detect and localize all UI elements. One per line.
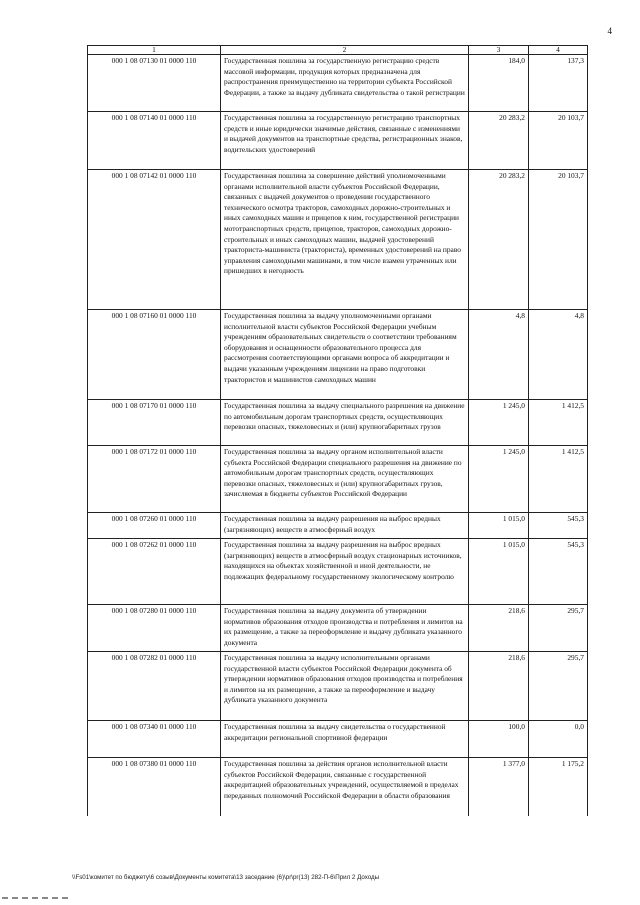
amount-col-3: 218,6 [469,605,529,652]
amount-col-3: 1 015,0 [469,539,529,605]
header-col-1: 1 [88,46,221,55]
budget-code: 000 1 08 07142 01 0000 110 [88,170,221,310]
table-row [88,513,588,539]
table-row [88,112,588,170]
revenue-description: Государственная пошлина за выдачу исполнительными органами государственной власти субъектов Российской Федерации документа об утверждении нормативов образования отходов производства и потребления и лимитов на их размещение, а также за переоформление и выдачу дубликата указанного документа [221,652,469,721]
amount-col-4: 545,3 [529,513,588,539]
revenue-description: Государственная пошлина за совершение действий уполномоченными органами исполнительной власти субъектов Российской Федерации, связанных с выдачей документов о проведении государственного технического осмотра тракторов, самоходных дорожно-строительных и иных самоходных машин и прицепов к ним, государственной регистрации мототранспортных средств, прицепов, тракторов, самоходных дорожно-строительных и иных самоходных машин, выдачей удостоверений тракториста-машиниста (тракториста), временных удостоверений на право управления самоходными машинами, в том числе взамен утраченных или пришедших в негодность [221,170,469,310]
amount-col-3: 1 015,0 [469,513,529,539]
table-row [88,400,588,446]
budget-code: 000 1 08 07262 01 0000 110 [88,539,221,605]
revenue-description: Государственная пошлина за выдачу органом исполнительной власти субъекта Российской Федерации специального разрешения на движение по автомобильным дорогам транспортных средств, осуществляющих перевозки опасных, тяжеловесных и (или) крупногабаритных грузов, зачисляемая в бюджеты субъектов Российской Федерации [221,446,469,513]
table-row [88,310,588,400]
budget-code: 000 1 08 07282 01 0000 110 [88,652,221,721]
revenue-table [87,45,588,816]
budget-code: 000 1 08 07160 01 0000 110 [88,310,221,400]
header-col-4: 4 [529,46,588,55]
table-row [88,758,588,816]
revenue-description: Государственная пошлина за выдачу свидетельства о государственной аккредитации региональной спортивной федерации [221,721,469,758]
file-path-footer: \\Fs01\комитет по бюджету\6 созыв\Документы комитета\13 заседание (6)\pr\pr(13) 282-П-6\Прил 2 Доходы [72,874,380,881]
amount-col-3: 1 377,0 [469,758,529,816]
amount-col-4: 4,8 [529,310,588,400]
revenue-description: Государственная пошлина за выдачу документа об утверждении нормативов образования отходов производства и потребления и лимитов на их размещение, а также за переоформление и выдачу дубликата указанного документа [221,605,469,652]
table-row [88,539,588,605]
table-row [88,55,588,112]
amount-col-3: 20 283,2 [469,170,529,310]
amount-col-4: 137,3 [529,55,588,112]
revenue-description: Государственная пошлина за выдачу разрешения на выброс вредных (загрязняющих) веществ в атмосферный воздух [221,513,469,539]
amount-col-3: 4,8 [469,310,529,400]
amount-col-4: 295,7 [529,605,588,652]
revenue-description: Государственная пошлина за выдачу уполномоченными органами исполнительной власти субъектов Российской Федерации учебным учреждениям образовательных свидетельств о соответствии требованиям оборудования и оснащенности образовательного процесса для рассмотрения соответствующими органами вопроса об аккредитации и выдачи указанным учреждениям лицензии на право подготовки трактористов и машинистов самоходных машин [221,310,469,400]
amount-col-4: 545,3 [529,539,588,605]
revenue-description: Государственная пошлина за выдачу специального разрешения на движение по автомобильным дорогам транспортных средств, осуществляющих перевозки опасных, тяжеловесных и (или) крупногабаритных грузов [221,400,469,446]
table-row [88,721,588,758]
budget-code: 000 1 08 07280 01 0000 110 [88,605,221,652]
amount-col-4: 20 103,7 [529,112,588,170]
budget-code: 000 1 08 07130 01 0000 110 [88,55,221,112]
page-number: 4 [607,26,612,36]
header-col-3: 3 [469,46,529,55]
table-header-row [88,46,588,55]
revenue-description: Государственная пошлина за государственную регистрацию транспортных средств и иные юридически значимые действия, связанные с изменениями и выдачей документов на транспортные средства, регистрационных знаков, водительских удостоверений [221,112,469,170]
amount-col-3: 1 245,0 [469,446,529,513]
budget-code: 000 1 08 07140 01 0000 110 [88,112,221,170]
revenue-description: Государственная пошлина за действия органов исполнительной власти субъектов Российской Федерации, связанные с государственной аккредитацией образовательных учреждений, осуществляемой в пределах переданных полномочий Российской Федерации в области образования [221,758,469,816]
scan-margin-mark [2,897,72,899]
amount-col-4: 1 175,2 [529,758,588,816]
amount-col-3: 184,0 [469,55,529,112]
table-row [88,170,588,310]
table-row [88,605,588,652]
amount-col-3: 20 283,2 [469,112,529,170]
budget-code: 000 1 08 07170 01 0000 110 [88,400,221,446]
amount-col-4: 1 412,5 [529,446,588,513]
amount-col-3: 100,0 [469,721,529,758]
amount-col-4: 0,0 [529,721,588,758]
header-col-2: 2 [221,46,469,55]
amount-col-4: 295,7 [529,652,588,721]
amount-col-4: 1 412,5 [529,400,588,446]
amount-col-3: 218,6 [469,652,529,721]
revenue-description: Государственная пошлина за государственную регистрацию средств массовой информации, продукция которых предназначена для распространения преимущественно на территории субъекта Российской Федерации, а также за выдачу дубликата свидетельства о такой регистрации [221,55,469,112]
table-row [88,446,588,513]
budget-code: 000 1 08 07340 01 0000 110 [88,721,221,758]
budget-code: 000 1 08 07260 01 0000 110 [88,513,221,539]
amount-col-3: 1 245,0 [469,400,529,446]
amount-col-4: 20 103,7 [529,170,588,310]
revenue-description: Государственная пошлина за выдачу разрешения на выброс вредных (загрязняющих) веществ в атмосферный воздух стационарных источников, находящихся на объектах хозяйственной и иной деятельности, не подлежащих федеральному государственному экологическому контролю [221,539,469,605]
budget-code: 000 1 08 07172 01 0000 110 [88,446,221,513]
table-row [88,652,588,721]
budget-code: 000 1 08 07380 01 0000 110 [88,758,221,816]
